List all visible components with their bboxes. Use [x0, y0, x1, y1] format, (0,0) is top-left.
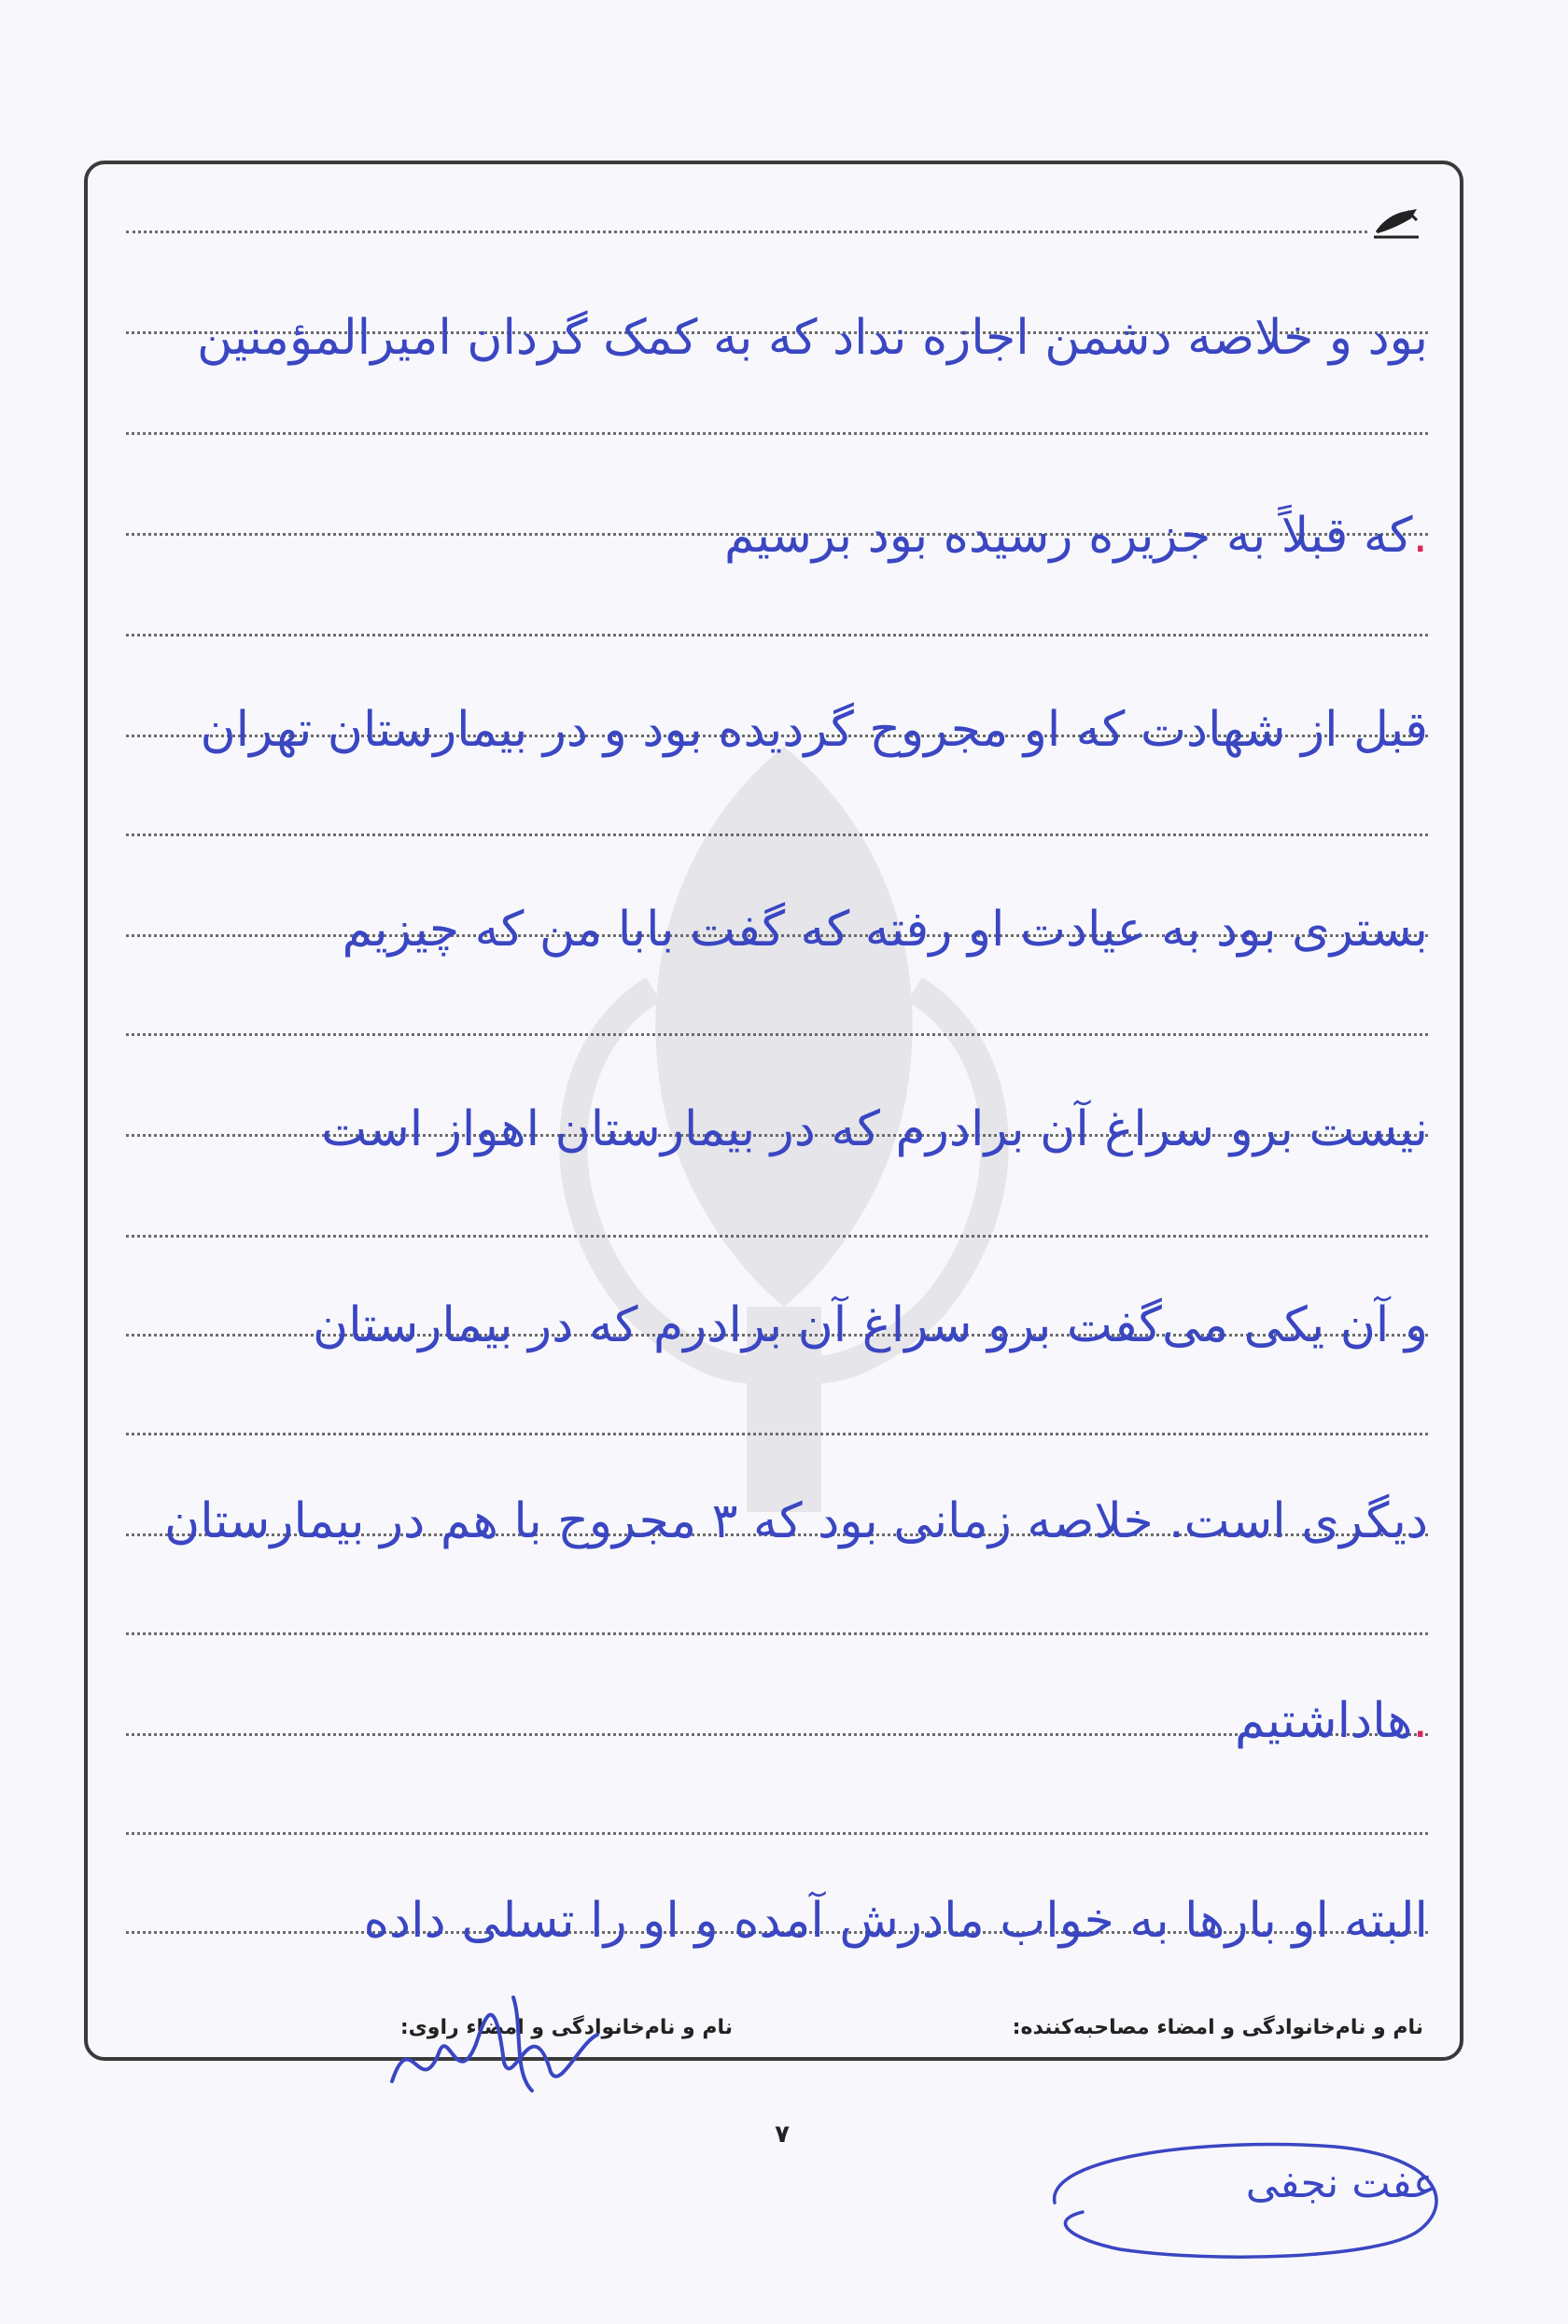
handwritten-line-7: دیگری است. خلاصه زمانی بود که ۳ مجروح با هم در بیمارستان: [164, 1493, 1428, 1549]
ruled-line: [126, 1832, 1428, 1835]
narrator-signature-label: نام و نام‌خانوادگی و امضاء راوی:: [399, 2016, 733, 2039]
ruled-line: [126, 231, 1367, 233]
handwritten-line-2-text: که قبلاً به جزیره رسیده بود برسیم: [724, 508, 1413, 564]
handwritten-line-5: نیست برو سراغ آن برادرم که در بیمارستان اهواز است: [321, 1101, 1428, 1157]
red-dot: .: [1412, 508, 1428, 564]
handwritten-line-9: البته او بارها به خواب مادرش آمده و او را تسلی داده: [363, 1893, 1428, 1949]
handwritten-line-1: بود و خلاصه دشمن اجازه نداد که به کمک گردان امیرالمؤمنین: [197, 310, 1428, 366]
red-dot: .: [1412, 1693, 1428, 1749]
pen-writing-icon: [1370, 203, 1422, 241]
handwritten-line-3: قبل از شهادت که او مجروح گردیده بود و در بیمارستان تهران: [200, 702, 1428, 758]
handwritten-line-8: [1235, 1693, 1428, 1749]
ruled-line: [126, 1632, 1428, 1635]
ruled-line: [126, 432, 1428, 435]
ruled-line: [126, 1033, 1428, 1036]
handwritten-line-6: و آن یکی می‌گفت برو سراغ آن برادرم که در بیمارستان: [313, 1297, 1428, 1353]
narrator-signature: [373, 1969, 616, 2109]
interviewer-signature-name: عفت نجفی: [1245, 2160, 1437, 2207]
ruled-line: [126, 1235, 1428, 1238]
handwritten-line-4: بستری بود به عیادت او رفته که گفت بابا من که چیزیم: [342, 902, 1428, 958]
ruled-line: [126, 1733, 1428, 1736]
ruled-line: [126, 634, 1428, 637]
ruled-line: [126, 1433, 1428, 1435]
page-number: ۷: [775, 2121, 790, 2149]
interviewer-signature-label: نام و نام‌خانوادگی و امضاء مصاحبه‌کننده:: [1012, 2016, 1423, 2039]
handwritten-line-8-text: هاداشتیم: [1235, 1693, 1413, 1749]
handwritten-line-2: [724, 508, 1428, 564]
ruled-line: [126, 833, 1428, 836]
